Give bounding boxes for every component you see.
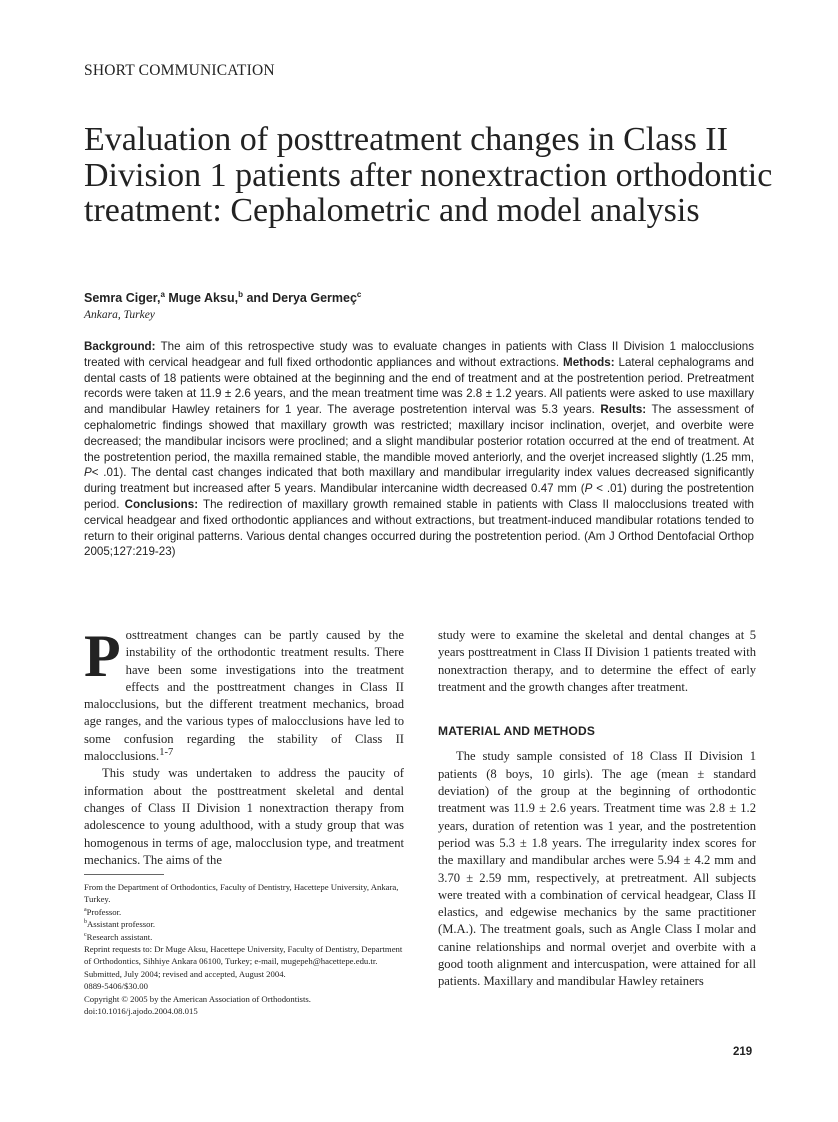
affiliation-mark: c (356, 289, 362, 299)
p-value-symbol: P (84, 466, 92, 480)
abstract-conclusions: The redirection of maxillary growth remained stable in patients with Class II malocclusions treated with cervical headgear and fixed orthodontic appliances and without extractions, but treatment-induced mandibular rotations tended to return to their original patterns. Various dental changes occurred during the postretention period. (84, 497, 754, 543)
abstract-background: The aim of this retrospective study was to evaluate changes in patients with Class II Division 1 malocclusions treated with cervical headgear and full fixed orthodontic appliances and without extractions. (84, 340, 754, 369)
author-name: Muge Aksu, (168, 291, 239, 305)
body-paragraph: The study sample consisted of 18 Class II Division 1 patients (8 boys, 10 girls). The age (mean ± standard deviation) of the group at the beginning of orthodontic treatment was 11.9 ± 2.6 years. Treatment time was 2.8 ± 1.2 years, duration of retention was 1 year, and the postretention period was 5.3 ± 1.8 years. The irregularity index scores for the maxillary and mandibular arches were 5.94 ± 4.2 mm and 3.70 ± 2.59 mm, respectively, at pretreatment. All subjects were treated with a combination of cervical headgear, Class II elastics, and edgewise mechanics by the same practitioner (M.A.). The treatment goals, such as Angle Class I molar and canine relationships and normal overjet and overbite with a good tooth alignment and intercuspation, were attained for all patients. Maxillary and mandibular Hawley retainers (438, 749, 756, 989)
footnote-issn: 0889-5406/$30.00 (84, 981, 148, 992)
abstract-citation: (Am J Orthod Dentofacial Orthop 2005;127:219-23) (84, 529, 754, 559)
p-value-symbol: P (584, 482, 593, 496)
abstract-results: < .01) during the postretention period. (84, 482, 754, 511)
abstract (84, 339, 754, 560)
author-name: and Derya Germeç (246, 291, 357, 305)
abstract-background-label: Background: (84, 340, 156, 353)
intro-paragraph (84, 623, 404, 765)
section-label: SHORT COMMUNICATION (84, 62, 275, 79)
reference-marker: 1-7 (159, 746, 174, 758)
abstract-results: The assessment of cephalometric findings showed that maxillary growth was restricted; maxillary incisor inclination, overjet, and overbite were decreased; the mandibular incisors were proclined; and a slight mandibular posterior rotation occurred at the end of treatment. At the postretention period, the maxilla remained stable, the mandible moved anteriorly, and the overjet increased slightly (1.25 mm, (84, 403, 755, 464)
abstract-results-label: Results: (600, 403, 647, 417)
author-list (84, 291, 361, 305)
drop-cap: P (84, 623, 121, 689)
body-paragraph: study were to examine the skeletal and dental changes at 5 years posttreatment in Class II Division 1 patients treated with nonextraction therapy, and to determine the effect of early treatment and the growth changes after treatment. (438, 628, 756, 694)
intro-text: osttreatment changes can be partly caused by the instability of the orthodontic treatment results. There have been some investigations into the treatment effects and the posttreatment changes in Class II malocclusions, but the different treatment mechanics, broad age ranges, and the various types of malocclusions have led to some confusion regarding the stability of Class II malocclusions. (84, 628, 404, 764)
footnote-affiliation: From the Department of Orthodontics, Faculty of Dentistry, Hacettepe University, Ankara, Turkey. (84, 882, 399, 905)
footnote-divider (84, 874, 164, 875)
abstract-results: < .01). The dental cast changes indicated that both maxillary and mandibular irregularity index values decreased significantly during treatment but increased after 5 years. Mandibular intercanine width decreased 0.47 mm ( (84, 466, 754, 496)
author-name: Semra Ciger, (84, 291, 161, 305)
author-location: Ankara, Turkey (84, 309, 155, 321)
footnote-reprint: Reprint requests to: Dr Muge Aksu, Hacettepe University, Faculty of Dentistry, Department of Orthodontics, Sihhiye Ankara 06100, Turkey; e-mail, mugepeh@hacettepe.edu.tr. (84, 944, 403, 967)
page-number: 219 (733, 1046, 753, 1058)
footnote-doi: doi:10.1016/j.ajodo.2004.08.015 (84, 1006, 198, 1017)
footnote-submitted: Submitted, July 2004; revised and accepted, August 2004. (84, 968, 286, 979)
body-paragraph: This study was undertaken to address the paucity of information about the posttreatment skeletal and dental changes of Class II Division 1 nonextraction therapy from adolescence to young adulthood, with a study group that was homogenous in terms of age, malocclusion type, and treatment mechanics. The aims of the (84, 766, 404, 867)
affiliation-mark: b (238, 289, 243, 299)
footnote-c: $^c$Research assistant. (84, 931, 153, 942)
article-title: Evaluation of posttreatment changes in Class II Division 1 patients after nonextraction orthodontic treatment: Cephalometric and model analysis (84, 121, 773, 229)
footnotes (84, 881, 404, 1017)
abstract-methods-label: Methods: (563, 355, 615, 369)
affiliation-mark: a (160, 289, 165, 299)
abstract-methods: Lateral cephalograms and dental casts of 18 patients were obtained at the beginning and the end of treatment and at the postretention period. Pretreatment records were taken at 11.9 ± 2.6 years, and the mean treatment time was 2.8 ± 1.2 years. All patients were asked to use maxillary and mandibular Hawley retainers for 1 year. The average postretention interval was 5.3 years. (84, 355, 754, 417)
footnote-a: $^a$Professor. (84, 906, 122, 917)
right-column (438, 627, 756, 991)
footnote-b: $^b$Assistant professor. (84, 919, 156, 930)
left-column (84, 623, 404, 869)
abstract-conclusions-label: Conclusions: (124, 497, 199, 511)
section-heading: MATERIAL AND METHODS (438, 724, 596, 739)
footnote-copyright: Copyright © 2005 by the American Association of Orthodontists. (84, 993, 311, 1004)
